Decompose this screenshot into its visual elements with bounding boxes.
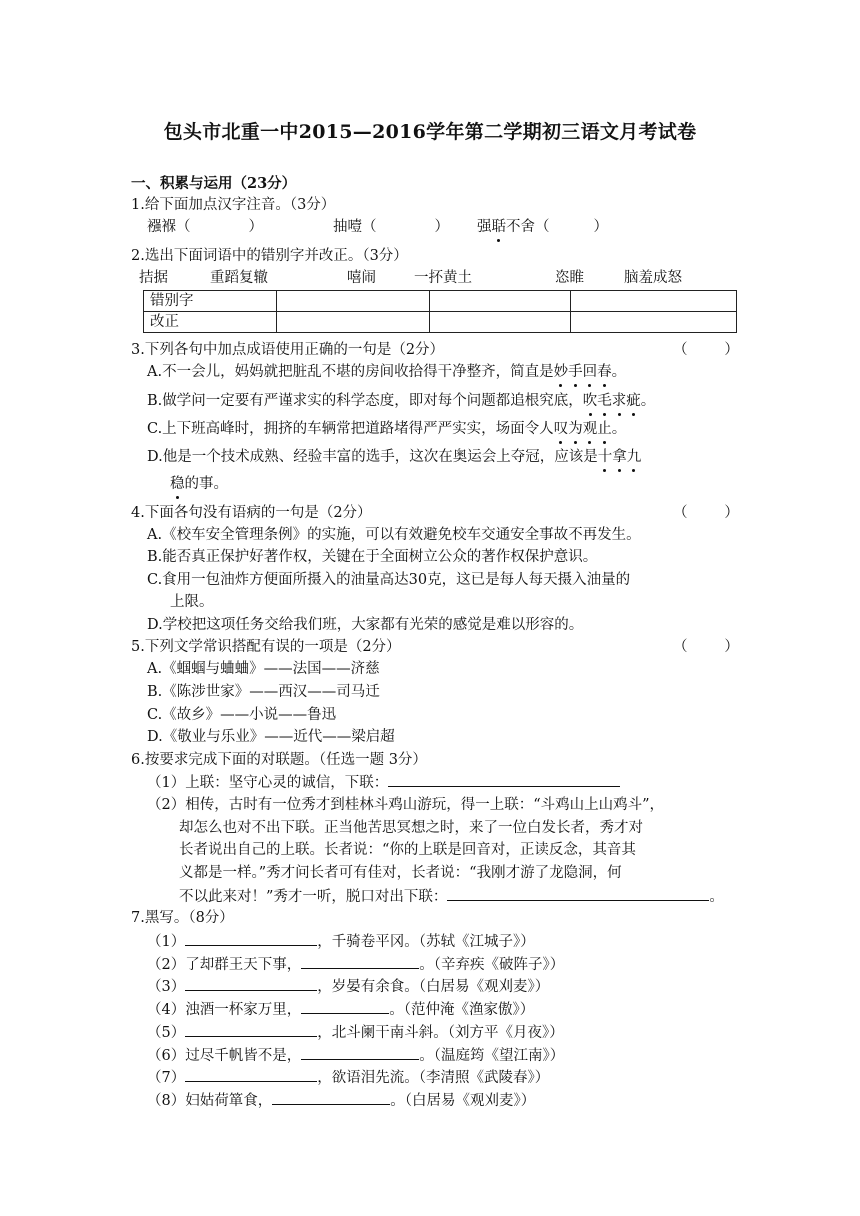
answer-blank[interactable] (272, 1090, 390, 1105)
page-title: 包头市北重一中2015—2016学年第二学期初三语文月考试卷 (163, 121, 697, 143)
answer-blank[interactable] (301, 1045, 419, 1060)
dictation-line: （6）过尽千帆皆不是， 。（温庭筠《望江南》） (147, 1045, 564, 1066)
q1-item-2: 抽噎（ ） (333, 219, 449, 235)
answer-blank[interactable] (447, 886, 709, 901)
answer-parentheses[interactable]: （ ） (673, 342, 739, 358)
q3-option-b: B.做学问一定要有严谨求实的科学态度，即对每个问题都追根究底，吹毛求疵。 (147, 393, 656, 409)
answer-blank[interactable] (185, 976, 317, 991)
dictation-line: （1） ，千骑卷平冈。（苏轼《江城子》） (147, 931, 535, 952)
q4-option-c: C.食用一包油炸方便面所摄入的油量高达30克，这已是每人每天摄入油量的 (147, 572, 631, 588)
dictation-line: （3） ，岁晏有余食。（白居易《观刈麦》） (147, 976, 549, 997)
dictation-line: （8）妇姑荷箪食， 。（白居易《观刈麦》） (147, 1090, 535, 1111)
section-heading: 一、积累与运用（23分） (131, 175, 297, 192)
answer-parentheses[interactable]: （ ） (673, 505, 739, 521)
question-4-stem: 4.下面各句没有语病的一句是（2分） (131, 505, 372, 521)
q4-option-d: D.学校把这项任务交给我们班，大家都有光荣的感觉是难以形容的。 (147, 617, 584, 633)
answer-cell[interactable] (430, 312, 571, 333)
q6-part-2-line: 长者说出自己的上联。长者说：“你的上联是回音对，正读反念，其音其 (179, 842, 636, 858)
answer-cell[interactable] (430, 291, 571, 312)
q3-option-c: C.上下班高峰时，拥挤的车辆常把道路堵得严严实实，场面令人叹为观止。 (147, 421, 627, 437)
answer-blank[interactable] (301, 954, 419, 969)
q4-option-b: B.能否真正保护好著作权，关键在于全面树立公众的著作权保护意识。 (147, 549, 598, 565)
answer-parentheses[interactable]: （ ） (673, 639, 739, 655)
answer-blank[interactable] (301, 999, 389, 1014)
dictation-line: （4）浊酒一杯家万里， 。（范仲淹《渔家傲》） (147, 999, 534, 1020)
question-1-stem: 1.给下面加点汉字注音。（3分） (131, 197, 336, 213)
question-6-stem: 6.按要求完成下面的对联题。（任选一题 3分） (131, 752, 427, 768)
question-2-stem: 2.选出下面词语中的错别字并改正。（3分） (131, 248, 408, 264)
q6-part-2-line: 不以此来对！”秀才一听，脱口对出下联： 。 (179, 886, 724, 907)
answer-blank[interactable] (185, 931, 317, 946)
q4-option-c-cont: 上限。 (170, 594, 214, 610)
dictation-line: （7） ，欲语泪先流。（李清照《武陵春》） (147, 1067, 549, 1088)
dotted-character: 聒 (491, 219, 506, 235)
q5-option-b: B.《陈涉世家》——西汉——司马迁 (147, 684, 380, 700)
dictation-line: （5） ，北斗阑干南斗斜。（刘方平《月夜》） (147, 1022, 564, 1043)
q5-option-d: D.《敬业与乐业》——近代——梁启超 (147, 729, 395, 745)
q5-option-c: C.《故乡》——小说——鲁迅 (147, 707, 337, 723)
answer-cell[interactable] (571, 312, 737, 333)
q4-option-a: A.《校车安全管理条例》的实施，可以有效避免校车交通安全事故不再发生。 (147, 527, 641, 543)
dictation-line: （2）了却群王天下事， 。（辛弃疾《破阵子》） (147, 954, 564, 975)
q5-option-a: A.《蝈蝈与蛐蛐》——法国——济慈 (147, 661, 380, 677)
answer-cell[interactable] (571, 291, 737, 312)
question-5-stem: 5.下列文学常识搭配有误的一项是（2分） (131, 639, 401, 655)
answer-cell[interactable] (277, 291, 430, 312)
answer-blank[interactable] (185, 1067, 317, 1082)
correction-table (143, 290, 737, 333)
q1-item-1: 襁褓（ ） (147, 219, 263, 235)
table-cell-label: 改正 (144, 312, 277, 333)
q6-part-2-line: 义都是一样。”秀才问长者可有佳对，长者说：“我刚才游了龙隐洞，何 (179, 865, 622, 881)
q2-word: 重蹈复辙 (210, 270, 268, 286)
q6-part-1: （1）上联：坚守心灵的诚信，下联： (147, 772, 620, 793)
table-cell-label: 错别字 (144, 291, 277, 312)
answer-blank[interactable] (185, 1022, 317, 1037)
q2-word: 一抔黄土 (414, 270, 472, 286)
question-3-stem: 3.下列各句中加点成语使用正确的一句是（2分） (131, 342, 445, 358)
q1-item-3: 强聒不舍（ ） (477, 219, 608, 235)
q2-word: 嘻闹 (347, 270, 376, 286)
q6-part-2-line: 却怎么也对不出下联。正当他苦思冥想之时，来了一位白发长者，秀才对 (179, 820, 643, 836)
q3-option-d-cont: 稳的事。 (170, 476, 228, 492)
answer-cell[interactable] (277, 312, 430, 333)
q3-option-d: D.他是一个技术成熟、经验丰富的选手，这次在奥运会上夺冠，应该是十拿九 (147, 449, 642, 465)
answer-blank[interactable] (388, 772, 620, 787)
question-7-stem: 7.黑写。（8分） (131, 910, 234, 926)
q6-part-2: （2）相传，古时有一位秀才到桂林斗鸡山游玩，得一上联：“斗鸡山上山鸡斗”， (147, 797, 665, 813)
q2-word: 脑羞成怒 (624, 270, 682, 286)
q2-word: 恣睢 (555, 270, 584, 286)
table-row (144, 291, 737, 312)
q2-word: 拮据 (139, 270, 168, 286)
q3-option-a: A.不一会儿，妈妈就把脏乱不堪的房间收拾得干净整齐，简直是妙手回春。 (147, 364, 627, 380)
table-row (144, 312, 737, 333)
